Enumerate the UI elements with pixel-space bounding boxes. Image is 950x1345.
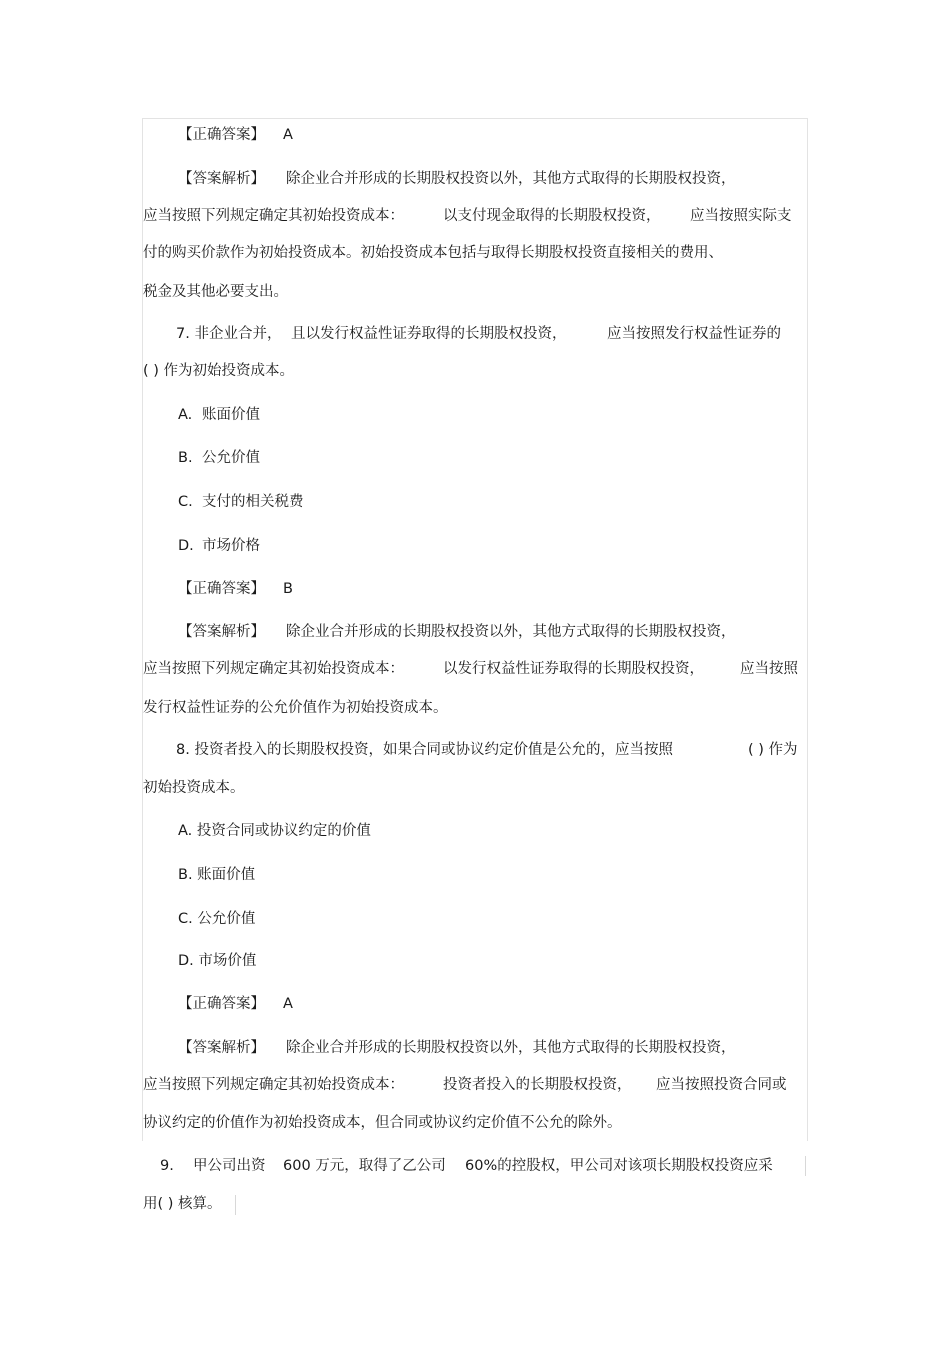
option-letter: B. (178, 450, 193, 466)
option-text: 公允价值 (202, 450, 260, 466)
option-letter: A. (178, 407, 193, 423)
question-stem: 600 万元，取得了乙公司 (283, 1158, 446, 1174)
analysis-label: 【答案解析】 (178, 1040, 265, 1056)
answer-label: 【正确答案】 (178, 581, 265, 597)
analysis-text: 除企业合并形成的长期股权投资以外，其他方式取得的长期股权投资， (286, 1040, 736, 1056)
option-text: 账面价值 (202, 407, 260, 423)
analysis-text: 应当按照投资合同或 (656, 1077, 787, 1093)
option-letter: D. (178, 538, 194, 554)
analysis-text: 应当按照下列规定确定其初始投资成本： (143, 1077, 404, 1093)
analysis-text: 应当按照 (740, 661, 798, 677)
answer-value: A (283, 996, 293, 1012)
analysis-text: 除企业合并形成的长期股权投资以外，其他方式取得的长期股权投资， (286, 171, 736, 187)
option-text: A. 投资合同或协议约定的价值 (178, 823, 371, 839)
question-stem: ( ) 作为初始投资成本。 (143, 363, 295, 379)
question-stem: 用( ) 核算。 (143, 1196, 222, 1212)
option-letter: C. (178, 494, 193, 510)
analysis-label: 【答案解析】 (178, 171, 265, 187)
answer-label: 【正确答案】 (178, 996, 265, 1012)
option-text: D. 市场价值 (178, 953, 257, 969)
option-text: C. 公允价值 (178, 911, 256, 927)
analysis-text: 投资者投入的长期股权投资， (443, 1077, 632, 1093)
option-text: B. 账面价值 (178, 867, 256, 883)
frame-edge (235, 1195, 236, 1215)
option-text: 市场价格 (202, 538, 260, 554)
question-stem: ( ) 作为 (748, 742, 798, 758)
analysis-text: 协议约定的价值作为初始投资成本，但合同或协议约定价值不公允的除外。 (143, 1115, 622, 1131)
analysis-text: 以发行权益性证券取得的长期股权投资， (443, 661, 704, 677)
question-stem: 且以发行权益性证券取得的长期股权投资， (291, 326, 567, 342)
analysis-text: 应当按照实际支 (690, 208, 792, 224)
analysis-text: 付的购买价款作为初始投资成本。初始投资成本包括与取得长期股权投资直接相关的费用、 (143, 245, 723, 261)
answer-value: A (283, 127, 293, 143)
analysis-text: 应当按照下列规定确定其初始投资成本： (143, 208, 404, 224)
question-stem: 60%的控股权，甲公司对该项长期股权投资应采 (465, 1158, 773, 1174)
analysis-text: 除企业合并形成的长期股权投资以外，其他方式取得的长期股权投资， (286, 624, 736, 640)
answer-label: 【正确答案】 (178, 127, 265, 143)
analysis-text: 发行权益性证券的公允价值作为初始投资成本。 (143, 700, 448, 716)
analysis-text: 以支付现金取得的长期股权投资， (443, 208, 661, 224)
question-stem: 8. 投资者投入的长期股权投资，如果合同或协议约定价值是公允的，应当按照 (176, 742, 673, 758)
question-stem: 7. 非企业合并， (176, 326, 282, 342)
analysis-label: 【答案解析】 (178, 624, 265, 640)
question-stem: 初始投资成本。 (143, 780, 245, 796)
option-text: 支付的相关税费 (202, 494, 304, 510)
question-stem: 甲公司出资 (193, 1158, 266, 1174)
analysis-text: 税金及其他必要支出。 (143, 284, 288, 300)
answer-value: B (283, 581, 293, 597)
analysis-text: 应当按照下列规定确定其初始投资成本： (143, 661, 404, 677)
question-stem: 应当按照发行权益性证券的 (607, 326, 781, 342)
frame-edge (805, 1156, 806, 1176)
question-number: 9. (160, 1158, 174, 1174)
